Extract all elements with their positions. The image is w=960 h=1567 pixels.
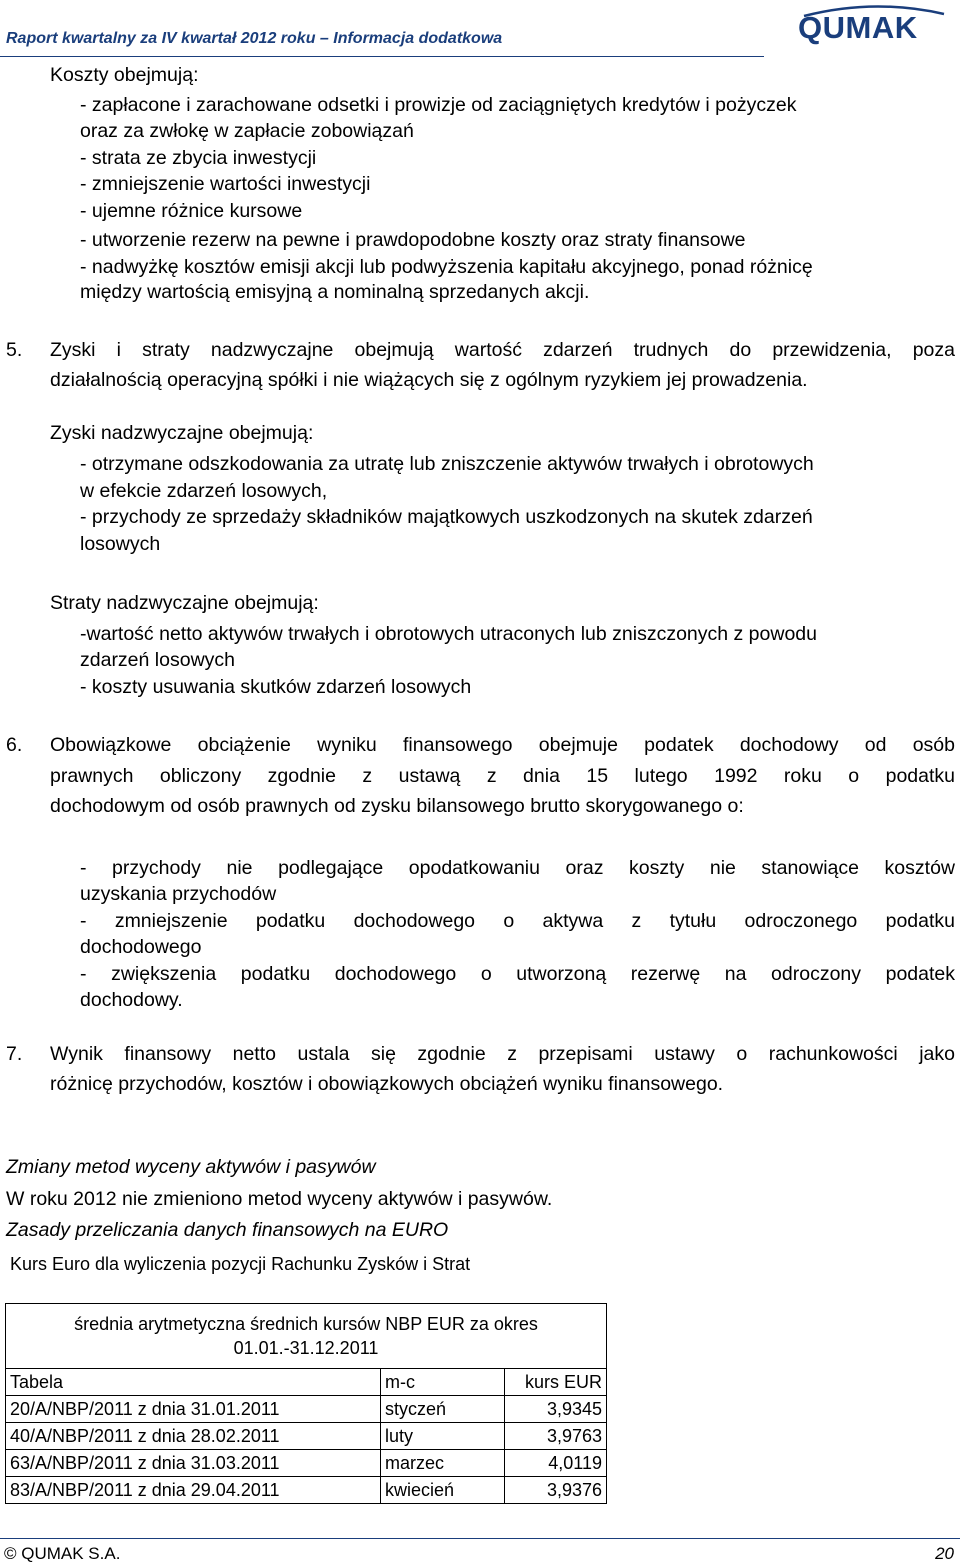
section-6-item: - zmniejszenie podatku dochodowego o aktywa z tytułu odroczonego podatku xyxy=(80,910,955,932)
table-cell: 3,9376 xyxy=(505,1477,607,1504)
methods-text: W roku 2012 nie zmieniono metod wyceny aktywów i pasywów. xyxy=(6,1188,553,1210)
euro-heading: Zasady przeliczania danych finansowych na EURO xyxy=(6,1219,449,1241)
section-7-line: różnicę przychodów, kosztów i obowiązkowych obciążeń wyniku finansowego. xyxy=(50,1073,724,1095)
methods-heading: Zmiany metod wyceny aktywów i pasywów xyxy=(6,1156,376,1178)
section-7-line: Wynik finansowy netto ustala się zgodnie z przepisami ustawy o rachunkowości jako xyxy=(50,1043,955,1065)
costs-heading: Koszty obejmują: xyxy=(50,64,199,86)
header-cell: Tabela xyxy=(6,1369,381,1396)
header-cell: m-c xyxy=(381,1369,505,1396)
table-row xyxy=(6,1423,607,1450)
table-cell: 4,0119 xyxy=(505,1450,607,1477)
costs-line: - zapłacone i zarachowane odsetki i prowizje od zaciągniętych kredytów i pożyczek xyxy=(80,94,797,116)
table-cell: luty xyxy=(381,1423,505,1450)
table-cell: 63/A/NBP/2011 z dnia 31.03.2011 xyxy=(6,1450,381,1477)
table-cell: 83/A/NBP/2011 z dnia 29.04.2011 xyxy=(6,1477,381,1504)
section-5-line: działalnością operacyjną spółki i nie wiążących się z ogólnym ryzykiem jej prowadzenia. xyxy=(50,369,808,391)
section-7-number: 7. xyxy=(6,1043,23,1065)
table-cell: kwiecień xyxy=(381,1477,505,1504)
gains-line: losowych xyxy=(80,533,161,555)
section-5-line: Zyski i straty nadzwyczajne obejmują wartość zdarzeń trudnych do przewidzenia, poza xyxy=(50,339,955,361)
page-number: 20 xyxy=(935,1544,954,1563)
section-6-line: prawnych obliczony zgodnie z ustawą z dnia 15 lutego 1992 roku o podatku xyxy=(50,765,955,787)
report-title: Raport kwartalny za IV kwartał 2012 roku – Informacja dodatkowa xyxy=(6,30,503,47)
table-cell: 20/A/NBP/2011 z dnia 31.01.2011 xyxy=(6,1396,381,1423)
exchange-rate-table xyxy=(5,1303,607,1504)
table-row xyxy=(6,1477,607,1504)
losses-line: - koszty usuwania skutków zdarzeń losowych xyxy=(80,676,472,698)
header-divider xyxy=(0,56,764,57)
footer-company: © QUMAK S.A. xyxy=(4,1544,121,1563)
section-6-line: Obowiązkowe obciążenie wyniku finansowego obejmuje podatek dochodowy od osób xyxy=(50,734,955,756)
costs-line: - utworzenie rezerw na pewne i prawdopodobne koszty oraz straty finansowe xyxy=(80,229,746,251)
section-6-item: dochodowego xyxy=(80,936,202,958)
section-6-item: - przychody nie podlegające opodatkowaniu oraz koszty nie stanowiące kosztów xyxy=(80,857,955,879)
table-caption xyxy=(6,1304,607,1369)
costs-line: oraz za zwłokę w zapłacie zobowiązań xyxy=(80,120,414,142)
logo-text: QUMAK xyxy=(798,10,918,45)
section-6-item: uzyskania przychodów xyxy=(80,883,277,905)
costs-line: - zmniejszenie wartości inwestycji xyxy=(80,173,371,195)
gains-line: - przychody ze sprzedaży składników majątkowych uszkodzonych na skutek zdarzeń xyxy=(80,506,813,528)
table-header-row xyxy=(6,1369,607,1396)
header-cell: kurs EUR xyxy=(505,1369,607,1396)
table-cell: 3,9763 xyxy=(505,1423,607,1450)
section-6-item: - zwiększenia podatku dochodowego o utworzoną rezerwę na odroczony podatek xyxy=(80,963,955,985)
table-cell: 40/A/NBP/2011 z dnia 28.02.2011 xyxy=(6,1423,381,1450)
table-cell: 3,9345 xyxy=(505,1396,607,1423)
footer-divider xyxy=(0,1538,960,1539)
kurs-label: Kurs Euro dla wyliczenia pozycji Rachunku Zysków i Strat xyxy=(10,1254,471,1274)
costs-line: - ujemne różnice kursowe xyxy=(80,200,303,222)
costs-line: między wartością emisyjną a nominalną sprzedanych akcji. xyxy=(80,281,590,303)
losses-line: zdarzeń losowych xyxy=(80,649,235,671)
table-row xyxy=(6,1450,607,1477)
gains-heading: Zyski nadzwyczajne obejmują: xyxy=(50,422,314,444)
company-logo xyxy=(784,4,954,54)
table-row xyxy=(6,1396,607,1423)
gains-line: w efekcie zdarzeń losowych, xyxy=(80,480,328,502)
table-caption-line: 01.01.-31.12.2011 xyxy=(233,1338,379,1358)
section-5-number: 5. xyxy=(6,339,23,361)
section-6-line: dochodowym od osób prawnych od zysku bilansowego brutto skorygowanego o: xyxy=(50,795,744,817)
costs-line: - strata ze zbycia inwestycji xyxy=(80,147,317,169)
losses-heading: Straty nadzwyczajne obejmują: xyxy=(50,592,319,614)
section-6-number: 6. xyxy=(6,734,23,756)
losses-line: -wartość netto aktywów trwałych i obrotowych utraconych lub zniszczonych z powodu xyxy=(80,623,817,645)
table-cell: marzec xyxy=(381,1450,505,1477)
table-caption-line: średnia arytmetyczna średnich kursów NBP EUR za okres xyxy=(74,1314,538,1334)
costs-line: - nadwyżkę kosztów emisji akcji lub podwyższenia kapitału akcyjnego, ponad różnicę xyxy=(80,256,813,278)
gains-line: - otrzymane odszkodowania za utratę lub zniszczenie aktywów trwałych i obrotowych xyxy=(80,453,814,475)
section-6-item: dochodowy. xyxy=(80,989,183,1011)
table-cell: styczeń xyxy=(381,1396,505,1423)
